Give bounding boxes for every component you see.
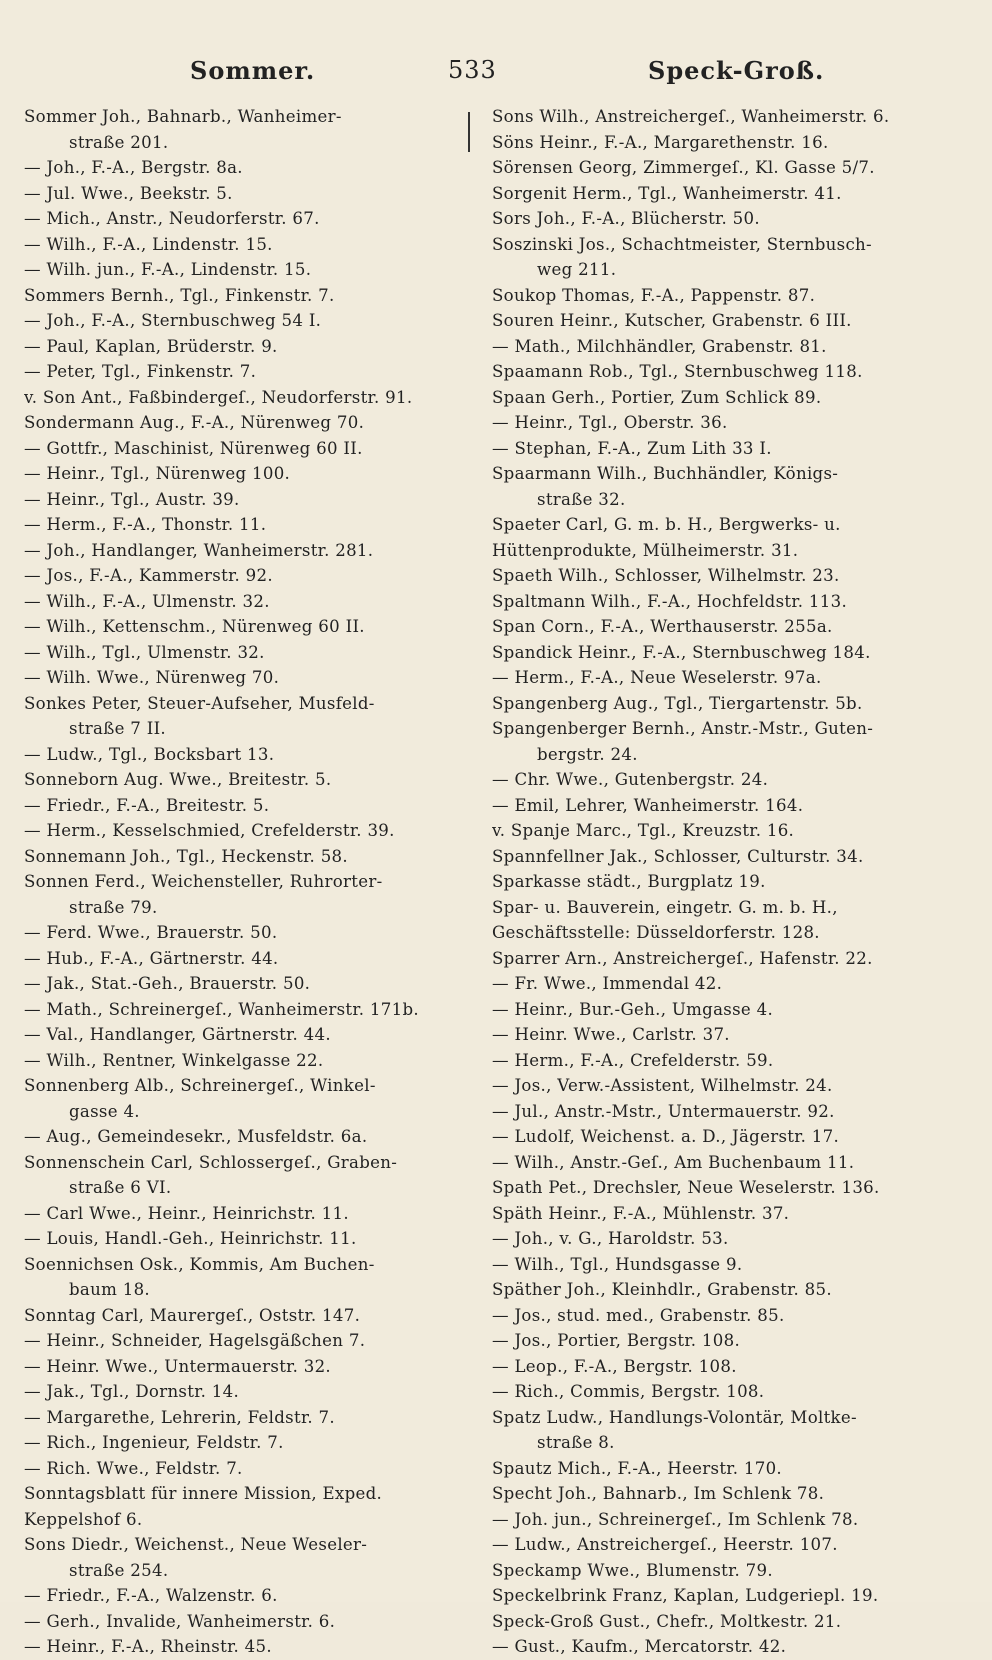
directory-entry-line: — Wilh., Tgl., Ulmenstr. 32.: [24, 642, 265, 662]
directory-entry-line: — Ludw., Tgl., Bocksbart 13.: [24, 744, 275, 764]
directory-entry-line: Keppelshof 6.: [24, 1509, 143, 1529]
directory-entry-line: — Ludw., Anstreichergeſ., Heerstr. 107.: [492, 1535, 838, 1554]
directory-entry-line: Speckamp Wwe., Blumenstr. 79.: [492, 1560, 773, 1580]
directory-entry-line: Sonkes Peter, Steuer-Aufseher, Musfeld-: [24, 693, 375, 713]
directory-entry-line: — Wilh., Rentner, Winkelgasse 22.: [24, 1050, 324, 1070]
directory-entry-line: — Heinr., Tgl., Austr. 39.: [24, 489, 240, 509]
right-column: [492, 104, 944, 1660]
directory-entry-line: Hüttenprodukte, Mülheimerstr. 31.: [492, 540, 799, 560]
directory-entry-line: — Wilh., F.-A., Ulmenstr. 32.: [24, 591, 270, 611]
directory-entry-line: — Heinr., Schneider, Hagelsgäßchen 7.: [24, 1331, 366, 1350]
directory-entry-line: — Jos., Portier, Bergstr. 108.: [492, 1331, 741, 1350]
directory-entry-line: — Gerh., Invalide, Wanheimerstr. 6.: [24, 1611, 336, 1631]
column-divider: [468, 112, 470, 152]
directory-entry-line: — Herm., F.-A., Neue Weselerstr. 97a.: [492, 668, 822, 687]
directory-entry-line: — Leop., F.-A., Bergstr. 108.: [492, 1356, 737, 1376]
directory-entry-line: — Wilh., Tgl., Hundsgasse 9.: [492, 1254, 743, 1274]
directory-entry-line: Geschäftsstelle: Düsseldorferstr. 128.: [492, 923, 820, 942]
directory-entry-line: Sonnemann Joh., Tgl., Heckenstr. 58.: [24, 846, 348, 866]
directory-entry-line: — Heinr., Tgl., Oberstr. 36.: [492, 413, 728, 432]
directory-entry-line: — Jul., Anstr.-Mstr., Untermauerstr. 92.: [492, 1101, 835, 1121]
directory-entry-line: straße 6 VI.: [69, 1178, 172, 1197]
directory-entry-line: — Emil, Lehrer, Wanheimerstr. 164.: [492, 795, 804, 815]
directory-entry-line: — Heinr., Bur.-Geh., Umgasse 4.: [492, 999, 774, 1019]
directory-entry-line: — Jos., Verw.-Assistent, Wilhelmstr. 24.: [492, 1076, 833, 1095]
directory-entry-line: Spatz Ludw., Handlungs-Volontär, Moltke-: [492, 1407, 857, 1427]
directory-entry-line: — Rich. Wwe., Feldstr. 7.: [24, 1458, 243, 1478]
directory-entry-line: — Joh., v. G., Haroldstr. 53.: [492, 1229, 729, 1248]
left-column: [24, 104, 460, 1660]
directory-entry-line: — Math., Milchhändler, Grabenstr. 81.: [492, 336, 827, 356]
directory-entry-line: Spath Pet., Drechsler, Neue Weselerstr. 136.: [492, 1178, 880, 1197]
directory-entry-line: Sonnenschein Carl, Schlossergeſ., Graben-: [24, 1152, 398, 1172]
directory-entry-line: — Stephan, F.-A., Zum Lith 33 I.: [492, 438, 772, 458]
directory-entry-line: — Rich., Commis, Bergstr. 108.: [492, 1382, 765, 1401]
directory-entry-line: — Friedr., F.-A., Breitestr. 5.: [24, 795, 270, 815]
directory-entry-line: Speckelbrink Franz, Kaplan, Ludgeriepl. 19.: [492, 1586, 879, 1605]
directory-entry-line: baum 18.: [69, 1280, 151, 1299]
directory-entry-line: Spaamann Rob., Tgl., Sternbuschweg 118.: [492, 362, 863, 381]
directory-entry-line: Sonntag Carl, Maurergeſ., Oststr. 147.: [24, 1305, 361, 1325]
directory-entry-line: Spangenberg Aug., Tgl., Tiergartenstr. 5b.: [492, 693, 863, 713]
header-right-surname-range: Speck-Groß.: [648, 56, 825, 85]
directory-entry-line: — Ferd. Wwe., Brauerstr. 50.: [24, 923, 278, 942]
directory-entry-line: Span Corn., F.-A., Werthauserstr. 255a.: [492, 617, 833, 636]
directory-entry-line: Spar- u. Bauverein, eingetr. G. m. b. H.,: [492, 897, 838, 917]
directory-entry-line: — Joh., F.-A., Bergstr. 8a.: [24, 158, 243, 177]
directory-entry-line: — Jos., F.-A., Kammerstr. 92.: [24, 566, 273, 585]
directory-entry-line: — Ludolf, Weichenst. a. D., Jägerstr. 17.: [492, 1127, 840, 1146]
directory-entry-line: — Jul. Wwe., Beekstr. 5.: [24, 183, 233, 203]
directory-entry-line: — Jak., Stat.-Geh., Brauerstr. 50.: [24, 974, 311, 993]
directory-entry-line: — Fr. Wwe., Immendal 42.: [492, 974, 723, 993]
directory-entry-line: Sommers Bernh., Tgl., Finkenstr. 7.: [24, 285, 335, 305]
directory-entry-line: — Herm., Kesselschmied, Crefelderstr. 39.: [24, 821, 395, 840]
directory-entry-line: — Paul, Kaplan, Brüderstr. 9.: [24, 336, 278, 356]
directory-entry-line: — Gottfr., Maschinist, Nürenweg 60 II.: [24, 438, 363, 458]
directory-entry-line: — Friedr., F.-A., Walzenstr. 6.: [24, 1586, 278, 1605]
directory-entry-line: Sörensen Georg, Zimmergeſ., Kl. Gasse 5/7.: [492, 158, 875, 177]
directory-entry-line: — Joh., Handlanger, Wanheimerstr. 281.: [24, 540, 374, 560]
directory-entry-line: Spaarmann Wilh., Buchhändler, Königs-: [492, 464, 839, 483]
directory-entry-line: Sorgenit Herm., Tgl., Wanheimerstr. 41.: [492, 183, 842, 203]
directory-entry-line: Sondermann Aug., F.-A., Nürenweg 70.: [24, 413, 365, 432]
directory-entry-line: straße 32.: [537, 489, 626, 509]
directory-entry-line: — Joh. jun., Schreinergeſ., Im Schlenk 78.: [492, 1509, 859, 1529]
directory-entry-line: — Rich., Ingenieur, Feldstr. 7.: [24, 1433, 284, 1452]
directory-entry-line: — Math., Schreinergeſ., Wanheimerstr. 171b.: [24, 999, 419, 1019]
directory-entry-line: bergstr. 24.: [537, 744, 638, 764]
directory-entry-line: Spandick Heinr., F.-A., Sternbuschweg 184.: [492, 642, 871, 662]
directory-entry-line: Sonneborn Aug. Wwe., Breitestr. 5.: [24, 770, 332, 789]
directory-entry-line: — Val., Handlanger, Gärtnerstr. 44.: [24, 1025, 331, 1044]
directory-entry-line: — Carl Wwe., Heinr., Heinrichstr. 11.: [24, 1203, 349, 1223]
directory-entry-line: — Wilh. Wwe., Nürenweg 70.: [24, 668, 280, 687]
directory-entry-line: Späther Joh., Kleinhdlr., Grabenstr. 85.: [492, 1280, 832, 1299]
directory-entry-line: Sonntagsblatt für innere Mission, Exped.: [24, 1484, 383, 1503]
directory-entry-line: Spaltmann Wilh., F.-A., Hochfeldstr. 113.: [492, 591, 848, 611]
directory-entry-line: — Wilh., Anstr.-Geſ., Am Buchenbaum 11.: [492, 1152, 855, 1172]
directory-entry-line: Spautz Mich., F.-A., Heerstr. 170.: [492, 1458, 783, 1478]
directory-entry-line: Sons Wilh., Anstreichergeſ., Wanheimerstr. 6.: [492, 107, 890, 126]
directory-entry-line: Sons Diedr., Weichenst., Neue Weseler-: [24, 1535, 368, 1554]
directory-entry-line: Speck-Groß Gust., Chefr., Moltkestr. 21.: [492, 1611, 842, 1631]
directory-entry-line: — Heinr. Wwe., Carlstr. 37.: [492, 1025, 730, 1044]
directory-entry-line: gasse 4.: [69, 1101, 140, 1121]
directory-entry-line: straße 8.: [537, 1433, 615, 1452]
directory-entry-line: Spangenberger Bernh., Anstr.-Mstr., Guten-: [492, 719, 874, 738]
page-header: [30, 56, 962, 96]
directory-entry-line: — Heinr., Tgl., Nürenweg 100.: [24, 464, 291, 483]
directory-entry-line: — Herm., F.-A., Crefelderstr. 59.: [492, 1050, 774, 1070]
directory-entry-line: Spaeth Wilh., Schlosser, Wilhelmstr. 23.: [492, 566, 840, 585]
directory-entry-line: Sors Joh., F.-A., Blücherstr. 50.: [492, 209, 760, 228]
page-number: 533: [448, 56, 497, 84]
directory-entry-line: — Aug., Gemeindesekr., Musfeldstr. 6a.: [24, 1127, 368, 1146]
directory-entry-line: — Mich., Anstr., Neudorferstr. 67.: [24, 209, 320, 228]
directory-entry-line: straße 254.: [69, 1560, 169, 1580]
directory-entry-line: Soszinski Jos., Schachtmeister, Sternbusch-: [492, 234, 872, 254]
directory-entry-line: v. Son Ant., Faßbindergeſ., Neudorferstr. 91.: [24, 387, 413, 407]
directory-entry-line: — Wilh. jun., F.-A., Lindenstr. 15.: [24, 260, 312, 279]
directory-entry-line: Sonnenberg Alb., Schreinergeſ., Winkel-: [24, 1076, 376, 1095]
directory-entry-line: Soukop Thomas, F.-A., Pappenstr. 87.: [492, 285, 816, 305]
directory-entry-line: — Heinr. Wwe., Untermauerstr. 32.: [24, 1356, 332, 1376]
directory-entry-line: — Heinr., F.-A., Rheinstr. 45.: [24, 1637, 272, 1656]
directory-entry-line: v. Spanje Marc., Tgl., Kreuzstr. 16.: [492, 821, 795, 840]
directory-entry-line: — Jak., Tgl., Dornstr. 14.: [24, 1382, 240, 1401]
directory-entry-line: — Joh., F.-A., Sternbuschweg 54 I.: [24, 311, 322, 330]
directory-entry-line: — Peter, Tgl., Finkenstr. 7.: [24, 362, 257, 381]
directory-entry-line: — Gust., Kaufm., Mercatorstr. 42.: [492, 1637, 787, 1656]
directory-entry-line: — Jos., stud. med., Grabenstr. 85.: [492, 1305, 785, 1325]
directory-entry-line: weg 211.: [537, 260, 617, 279]
header-left-surname-range: Sommer.: [190, 56, 316, 85]
directory-entry-line: — Hub., F.-A., Gärtnerstr. 44.: [24, 948, 279, 968]
directory-entry-line: Specht Joh., Bahnarb., Im Schlenk 78.: [492, 1484, 825, 1503]
directory-entry-line: — Wilh., F.-A., Lindenstr. 15.: [24, 234, 273, 254]
directory-entry-line: Späth Heinr., F.-A., Mühlenstr. 37.: [492, 1203, 790, 1223]
directory-entry-line: — Herm., F.-A., Thonstr. 11.: [24, 515, 267, 534]
directory-entry-line: straße 201.: [69, 132, 169, 152]
directory-entry-line: Sparkasse städt., Burgplatz 19.: [492, 872, 766, 891]
directory-entry-line: — Louis, Handl.-Geh., Heinrichstr. 11.: [24, 1229, 357, 1248]
directory-entry-line: Spaan Gerh., Portier, Zum Schlick 89.: [492, 387, 822, 407]
directory-entry-line: straße 7 II.: [69, 719, 167, 738]
directory-entry-line: Sommer Joh., Bahnarb., Wanheimer-: [24, 107, 342, 126]
directory-entry-line: Souren Heinr., Kutscher, Grabenstr. 6 III.: [492, 311, 852, 330]
directory-entry-line: Soennichsen Osk., Kommis, Am Buchen-: [24, 1254, 375, 1274]
directory-entry-line: — Margarethe, Lehrerin, Feldstr. 7.: [24, 1407, 335, 1427]
directory-entry-line: Spannfellner Jak., Schlosser, Culturstr. 34.: [492, 846, 864, 866]
directory-entry-line: straße 79.: [69, 897, 158, 917]
directory-entry-line: Sonnen Ferd., Weichensteller, Ruhrorter-: [24, 872, 383, 891]
directory-entry-line: Sparrer Arn., Anstreichergeſ., Hafenstr. 22.: [492, 948, 873, 968]
directory-entry-line: Spaeter Carl, G. m. b. H., Bergwerks- u.: [492, 515, 841, 534]
directory-entry-line: — Wilh., Kettenschm., Nürenweg 60 II.: [24, 617, 365, 636]
directory-entry-line: — Chr. Wwe., Gutenbergstr. 24.: [492, 770, 769, 789]
directory-entry-line: Söns Heinr., F.-A., Margarethenstr. 16.: [492, 132, 829, 152]
